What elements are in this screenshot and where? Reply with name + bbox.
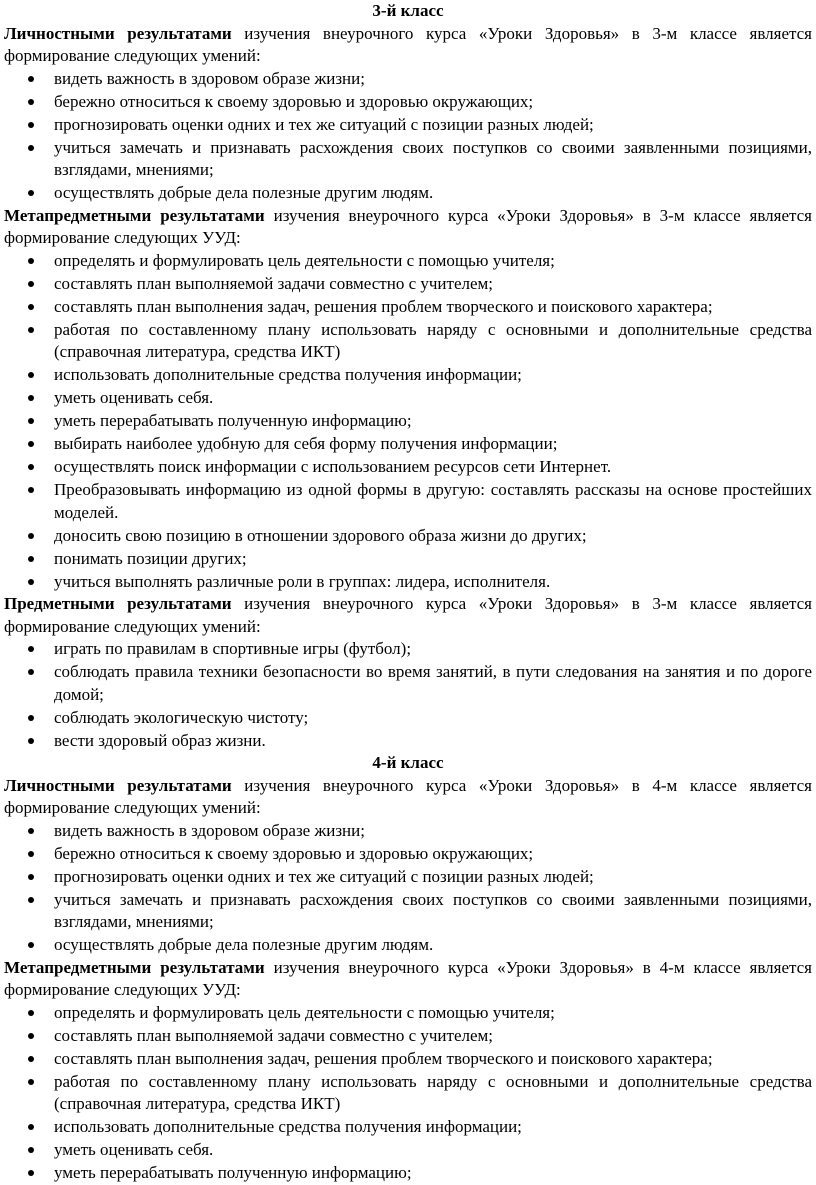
- grade4-meta-bold: Метапредметными результатами: [4, 957, 265, 977]
- list-item: понимать позиции других;: [4, 548, 812, 571]
- list-item: использовать дополнительные средства получения информации;: [4, 364, 812, 387]
- grade3-meta-bold: Метапредметными результатами: [4, 205, 265, 225]
- list-item: видеть важность в здоровом образе жизни;: [4, 820, 812, 843]
- bullet-icon: [28, 372, 34, 378]
- bullet-icon: [28, 715, 34, 721]
- list-item: вести здоровый образ жизни.: [4, 730, 812, 753]
- grade3-meta-rest: изучения внеурочного курса «Уроки Здоровья» в 3-м классе является формирование следующих УУД:: [4, 205, 812, 247]
- list-item: определять и формулировать цель деятельности с помощью учителя;: [4, 1002, 812, 1025]
- grade4-personal-list: [4, 820, 812, 957]
- bullet-icon: [28, 897, 34, 903]
- bullet-icon: [28, 464, 34, 470]
- list-item: работая по составленному плану использовать наряду с основными и дополнительные средства (справочная литература, средства ИКТ): [4, 1071, 812, 1116]
- grade3-subject-bold: Предметными результатами: [4, 594, 232, 613]
- grade4-personal-intro: [4, 775, 812, 820]
- grade3-subject-intro: [4, 593, 812, 638]
- list-item: составлять план выполняемой задачи совместно с учителем;: [4, 1025, 812, 1048]
- grade4-personal-rest: изучения внеурочного курса «Уроки Здоровья» в 4-м классе является формирование следующих умений:: [4, 775, 812, 817]
- bullet-icon: [28, 76, 34, 82]
- bullet-icon: [28, 851, 34, 857]
- list-item: играть по правилам в спортивные игры (футбол);: [4, 638, 812, 661]
- grade4-meta-rest: изучения внеурочного курса «Уроки Здоровья» в 4-м классе является формирование следующих УУД:: [4, 957, 812, 999]
- grade3-personal-list: [4, 68, 812, 205]
- bullet-icon: [28, 1170, 34, 1176]
- grade4-meta-intro: [4, 957, 812, 1002]
- list-item: Преобразовывать информацию из одной формы в другую: составлять рассказы на основе простейших моделей.: [4, 479, 812, 524]
- grade3-personal-bold: Личностными результатами: [4, 23, 232, 43]
- bullet-icon: [28, 1010, 34, 1016]
- list-item: учиться выполнять различные роли в группах: лидера, исполнителя.: [4, 571, 812, 594]
- grade3-meta-list: [4, 250, 812, 594]
- bullet-icon: [28, 145, 34, 151]
- bullet-icon: [28, 395, 34, 401]
- list-item: прогнозировать оценки одних и тех же ситуаций с позиции разных людей;: [4, 866, 812, 889]
- list-item: уметь перерабатывать полученную информацию;: [4, 410, 812, 433]
- bullet-icon: [28, 190, 34, 196]
- list-item: составлять план выполняемой задачи совместно с учителем;: [4, 273, 812, 296]
- list-item: использовать дополнительные средства получения информации;: [4, 1116, 812, 1139]
- bullet-icon: [28, 828, 34, 834]
- bullet-icon: [28, 418, 34, 424]
- bullet-icon: [28, 556, 34, 562]
- bullet-icon: [28, 99, 34, 105]
- grade4-personal-bold: Личностными результатами: [4, 775, 232, 795]
- list-item: доносить свою позицию в отношении здорового образа жизни до других;: [4, 525, 812, 548]
- list-item: составлять план выполнения задач, решения проблем творческого и поискового характера;: [4, 1048, 812, 1071]
- list-item: уметь оценивать себя.: [4, 1139, 812, 1162]
- list-item: бережно относиться к своему здоровью и здоровью окружающих;: [4, 843, 812, 866]
- bullet-icon: [28, 441, 34, 447]
- list-item: учиться замечать и признавать расхождения своих поступков со своими заявленными позициями, взглядами, мнениями;: [4, 889, 812, 934]
- bullet-icon: [28, 1033, 34, 1039]
- list-item: определять и формулировать цель деятельности с помощью учителя;: [4, 250, 812, 273]
- grade3-personal-intro: [4, 23, 812, 68]
- bullet-icon: [28, 122, 34, 128]
- bullet-icon: [28, 579, 34, 585]
- list-item: прогнозировать оценки одних и тех же ситуаций с позиции разных людей;: [4, 114, 812, 137]
- bullet-icon: [28, 327, 34, 333]
- bullet-icon: [28, 669, 34, 675]
- bullet-icon: [28, 258, 34, 264]
- bullet-icon: [28, 533, 34, 539]
- list-item: видеть важность в здоровом образе жизни;: [4, 68, 812, 91]
- list-item: бережно относиться к своему здоровью и здоровью окружающих;: [4, 91, 812, 114]
- list-item: осуществлять добрые дела полезные другим людям.: [4, 182, 812, 205]
- list-item: уметь оценивать себя.: [4, 387, 812, 410]
- bullet-icon: [28, 942, 34, 948]
- bullet-icon: [28, 1147, 34, 1153]
- bullet-icon: [28, 304, 34, 310]
- grade3-heading: 3-й класс: [372, 1, 444, 20]
- grade3-subject-list: [4, 638, 812, 752]
- list-item: уметь перерабатывать полученную информацию;: [4, 1162, 812, 1185]
- bullet-icon: [28, 1056, 34, 1062]
- grade3-personal-rest: изучения внеурочного курса «Уроки Здоровья» в 3-м классе является формирование следующих умений:: [4, 23, 812, 65]
- list-item: работая по составленному плану использовать наряду с основными и дополнительные средства (справочная литература, средства ИКТ): [4, 319, 812, 364]
- list-item: составлять план выполнения задач, решения проблем творческого и поискового характера;: [4, 296, 812, 319]
- list-item: выбирать наиболее удобную для себя форму получения информации;: [4, 433, 812, 456]
- bullet-icon: [28, 1079, 34, 1085]
- bullet-icon: [28, 874, 34, 880]
- list-item: осуществлять добрые дела полезные другим людям.: [4, 934, 812, 957]
- grade4-heading: 4-й класс: [372, 753, 444, 772]
- bullet-icon: [28, 281, 34, 287]
- list-item: соблюдать экологическую чистоту;: [4, 707, 812, 730]
- bullet-icon: [28, 738, 34, 744]
- list-item: осуществлять поиск информации с использованием ресурсов сети Интернет.: [4, 456, 812, 479]
- grade3-subject-rest: изучения внеурочного курса «Уроки Здоровья» в 3-м классе является формирование следующих умений:: [4, 594, 813, 636]
- bullet-icon: [28, 646, 34, 652]
- bullet-icon: [28, 1124, 34, 1130]
- list-item: соблюдать правила техники безопасности во время занятий, в пути следования на занятия и по дороге домой;: [4, 661, 812, 706]
- list-item: учиться замечать и признавать расхождения своих поступков со своими заявленными позициями, взглядами, мнениями;: [4, 137, 812, 182]
- grade4-meta-list: [4, 1002, 812, 1185]
- bullet-icon: [28, 487, 34, 493]
- grade3-meta-intro: [4, 205, 812, 250]
